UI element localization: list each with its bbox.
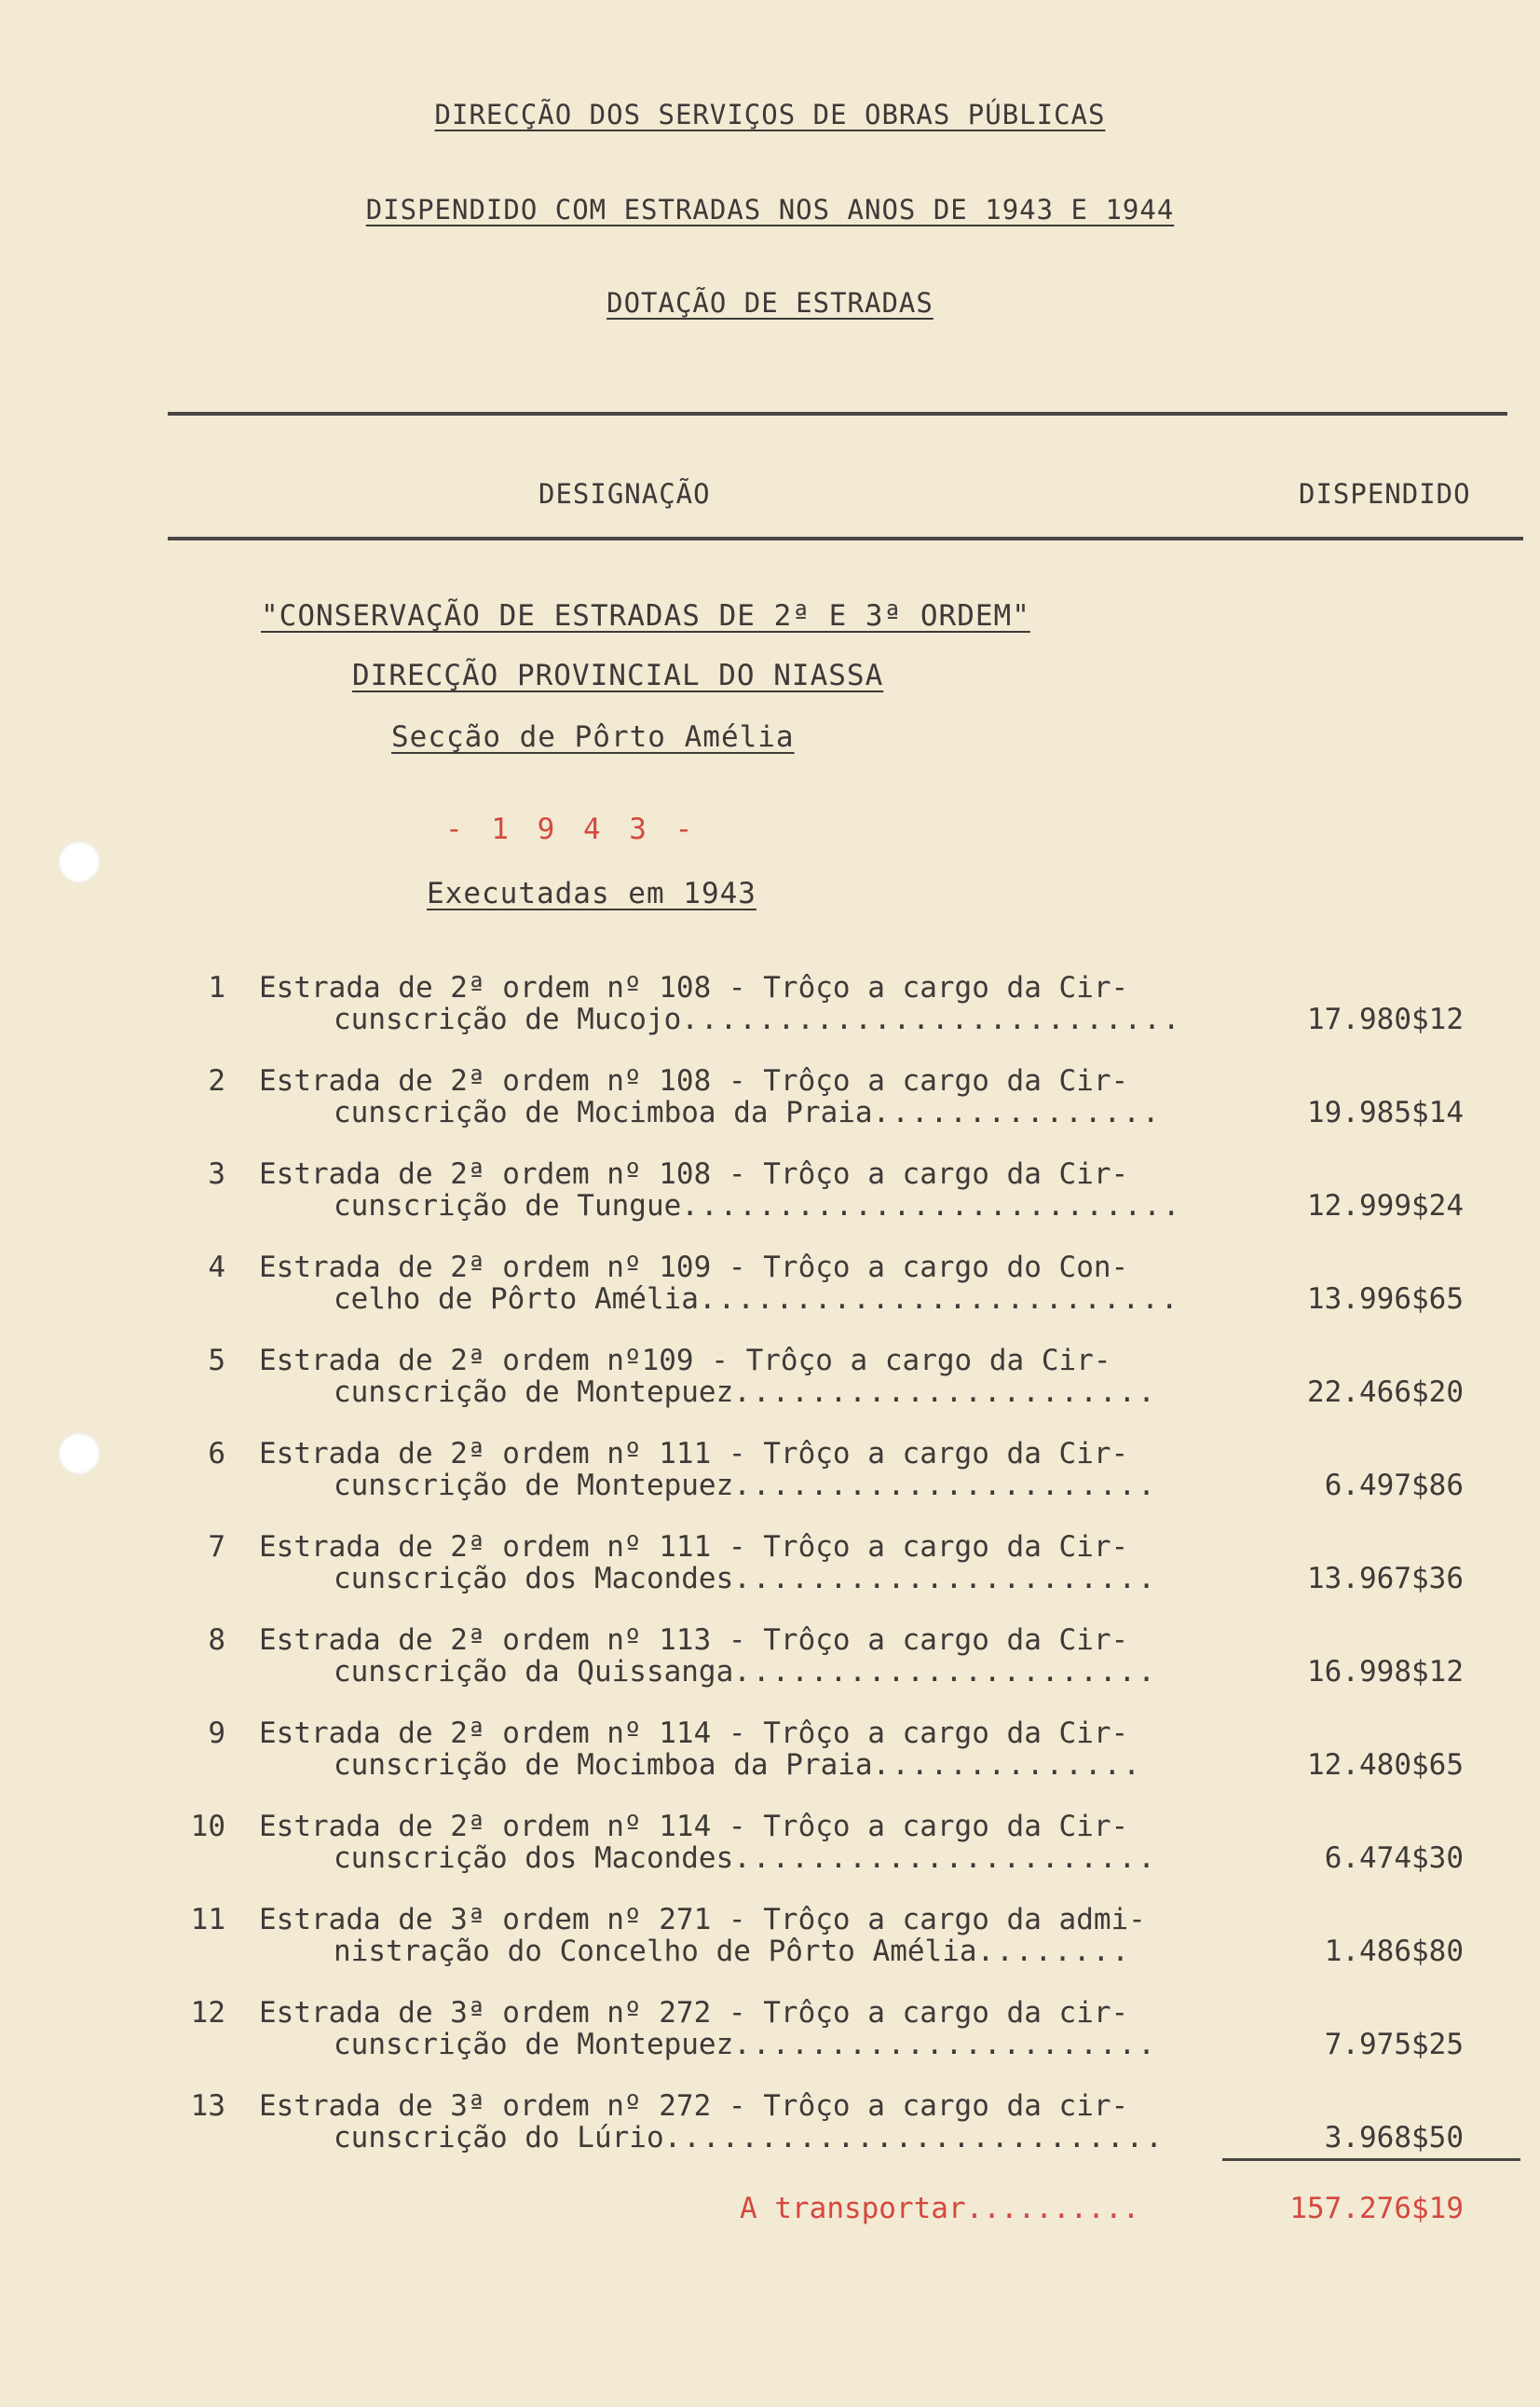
spent-title: DISPENDIDO COM ESTRADAS NOS ANOS DE 1943 E 1944 <box>365 194 1175 226</box>
item-place: cunscrição da Quissanga <box>334 1655 734 1689</box>
item-circumscription <box>334 1375 1157 1409</box>
item-number: 3 <box>208 1157 225 1191</box>
item-number: 9 <box>208 1716 225 1750</box>
item-dots: ...................... <box>733 2028 1157 2061</box>
list-item <box>0 1064 1540 1148</box>
item-circumscription <box>334 1748 1142 1782</box>
list-item <box>0 1437 1540 1521</box>
item-place: cunscrição de Montepuez <box>334 2028 734 2061</box>
list-item <box>0 1157 1540 1241</box>
total-dots: .......... <box>965 2192 1140 2225</box>
list-item <box>0 1716 1540 1800</box>
list-item <box>0 1810 1540 1894</box>
item-circumscription <box>334 1189 1182 1223</box>
item-place: celho de Pôrto Amélia <box>334 1282 699 1316</box>
item-dots: ...................... <box>733 1841 1157 1875</box>
item-road: Estrada de 2ª ordem nº 108 - Trôço a cargo da Cir- <box>259 1157 1129 1191</box>
allocation-heading: DOTAÇÃO DE ESTRADAS <box>606 287 934 319</box>
item-circumscription <box>334 1935 1131 1968</box>
item-place: cunscrição de Montepuez <box>334 1375 734 1409</box>
item-dots: ........ <box>976 1935 1131 1968</box>
item-circumscription <box>334 1282 1180 1316</box>
item-amount: 22.466$20 <box>1307 1375 1464 1409</box>
list-item <box>0 1344 1540 1428</box>
item-number: 4 <box>208 1251 225 1284</box>
item-amount: 19.985$14 <box>1307 1096 1464 1129</box>
total-label: A transportar <box>740 2192 966 2225</box>
header-rule <box>168 537 1523 540</box>
item-road: Estrada de 2ª ordem nº 111 - Trôço a cargo da Cir- <box>259 1530 1129 1564</box>
subsection-heading: Secção de Pôrto Amélia <box>391 720 795 754</box>
item-place: cunscrição dos Macondes <box>334 1841 734 1875</box>
punch-hole-top <box>58 841 101 883</box>
item-road: Estrada de 3ª ordem nº 271 - Trôço a cargo da admi- <box>259 1903 1146 1936</box>
item-amount: 7.975$25 <box>1324 2028 1464 2061</box>
item-road: Estrada de 2ª ordem nº 108 - Trôço a cargo da Cir- <box>259 1064 1129 1098</box>
top-rule <box>168 412 1507 416</box>
item-number: 12 <box>190 1996 225 2030</box>
item-circumscription <box>334 1469 1157 1502</box>
item-road: Estrada de 2ª ordem nº 113 - Trôço a cargo da Cir- <box>259 1623 1129 1657</box>
item-road: Estrada de 2ª ordem nº 114 - Trôço a cargo da Cir- <box>259 1810 1129 1843</box>
list-item <box>0 1530 1540 1614</box>
item-amount: 1.486$80 <box>1324 1935 1464 1968</box>
item-dots: .......................... <box>681 1189 1182 1223</box>
item-dots: ...................... <box>733 1375 1157 1409</box>
item-road: Estrada de 3ª ordem nº 272 - Trôço a cargo da cir- <box>259 2089 1129 2123</box>
item-circumscription <box>334 1096 1162 1129</box>
item-road: Estrada de 3ª ordem nº 272 - Trôço a cargo da cir- <box>259 1996 1129 2030</box>
section-title: "CONSERVAÇÃO DE ESTRADAS DE 2ª E 3ª ORDEM" <box>261 599 1030 633</box>
item-place: nistração do Concelho de Pôrto Amélia <box>334 1935 977 1968</box>
item-number: 13 <box>190 2089 225 2123</box>
item-dots: .......................... <box>663 2121 1165 2154</box>
item-amount: 13.967$36 <box>1307 1562 1464 1595</box>
sum-line <box>1222 2158 1520 2161</box>
item-dots: .......................... <box>681 1003 1182 1036</box>
item-dots: ...................... <box>733 1655 1157 1689</box>
item-place: cunscrição dos Macondes <box>334 1562 734 1595</box>
item-place: cunscrição de Mocimboa da Praia <box>334 1748 873 1782</box>
item-number: 5 <box>208 1344 225 1377</box>
total-amount: 157.276$19 <box>1289 2192 1464 2225</box>
item-number: 10 <box>190 1810 225 1843</box>
item-number: 2 <box>208 1064 225 1098</box>
item-place: cunscrição de Montepuez <box>334 1469 734 1502</box>
item-circumscription <box>334 1562 1157 1595</box>
item-dots: .............. <box>872 1748 1142 1782</box>
item-road: Estrada de 2ª ordem nº 111 - Trôço a cargo da Cir- <box>259 1437 1129 1470</box>
item-dots: ............... <box>872 1096 1162 1129</box>
item-number: 6 <box>208 1437 225 1470</box>
item-place: cunscrição de Mocimboa da Praia <box>334 1096 873 1129</box>
item-amount: 16.998$12 <box>1307 1655 1464 1689</box>
province-heading: DIRECÇÃO PROVINCIAL DO NIASSA <box>352 659 884 692</box>
item-circumscription <box>334 1003 1182 1036</box>
year-heading: - 1 9 4 3 - <box>445 813 699 846</box>
item-amount: 12.480$65 <box>1307 1748 1464 1782</box>
item-place: cunscrição do Lúrio <box>334 2121 664 2154</box>
column-spent: DISPENDIDO <box>1299 478 1471 510</box>
item-circumscription <box>334 2121 1165 2154</box>
item-road: Estrada de 2ª ordem nº 108 - Trôço a cargo da Cir- <box>259 971 1129 1005</box>
item-road: Estrada de 2ª ordem nº 109 - Trôço a cargo do Con- <box>259 1251 1129 1284</box>
item-circumscription <box>334 2028 1157 2061</box>
item-amount: 6.474$30 <box>1324 1841 1464 1875</box>
item-amount: 12.999$24 <box>1307 1189 1464 1223</box>
item-place: cunscrição de Mucojo <box>334 1003 682 1036</box>
executed-heading: Executadas em 1943 <box>427 877 756 910</box>
item-circumscription <box>334 1841 1157 1875</box>
item-circumscription <box>334 1655 1157 1689</box>
item-amount: 3.968$50 <box>1324 2121 1464 2154</box>
total-row <box>0 2192 1540 2276</box>
item-number: 1 <box>208 971 225 1005</box>
list-item <box>0 1251 1540 1334</box>
item-place: cunscrição de Tungue <box>334 1189 682 1223</box>
item-road: Estrada de 2ª ordem nº109 - Trôço a cargo da Cir- <box>259 1344 1111 1377</box>
list-item <box>0 1623 1540 1707</box>
list-item <box>0 1903 1540 1987</box>
column-designation: DESIGNAÇÃO <box>538 478 711 510</box>
item-amount: 13.996$65 <box>1307 1282 1464 1316</box>
item-dots: ...................... <box>733 1562 1157 1595</box>
item-amount: 6.497$86 <box>1324 1469 1464 1502</box>
directorate-heading: DIRECÇÃO DOS SERVIÇOS DE OBRAS PÚBLICAS <box>434 99 1106 130</box>
item-number: 7 <box>208 1530 225 1564</box>
item-amount: 17.980$12 <box>1307 1003 1464 1036</box>
item-number: 11 <box>190 1903 225 1936</box>
item-road: Estrada de 2ª ordem nº 114 - Trôço a cargo da Cir- <box>259 1716 1129 1750</box>
list-item <box>0 971 1540 1055</box>
item-dots: ...................... <box>733 1469 1157 1502</box>
list-item <box>0 1996 1540 2080</box>
item-dots: ......................... <box>698 1282 1180 1316</box>
item-number: 8 <box>208 1623 225 1657</box>
